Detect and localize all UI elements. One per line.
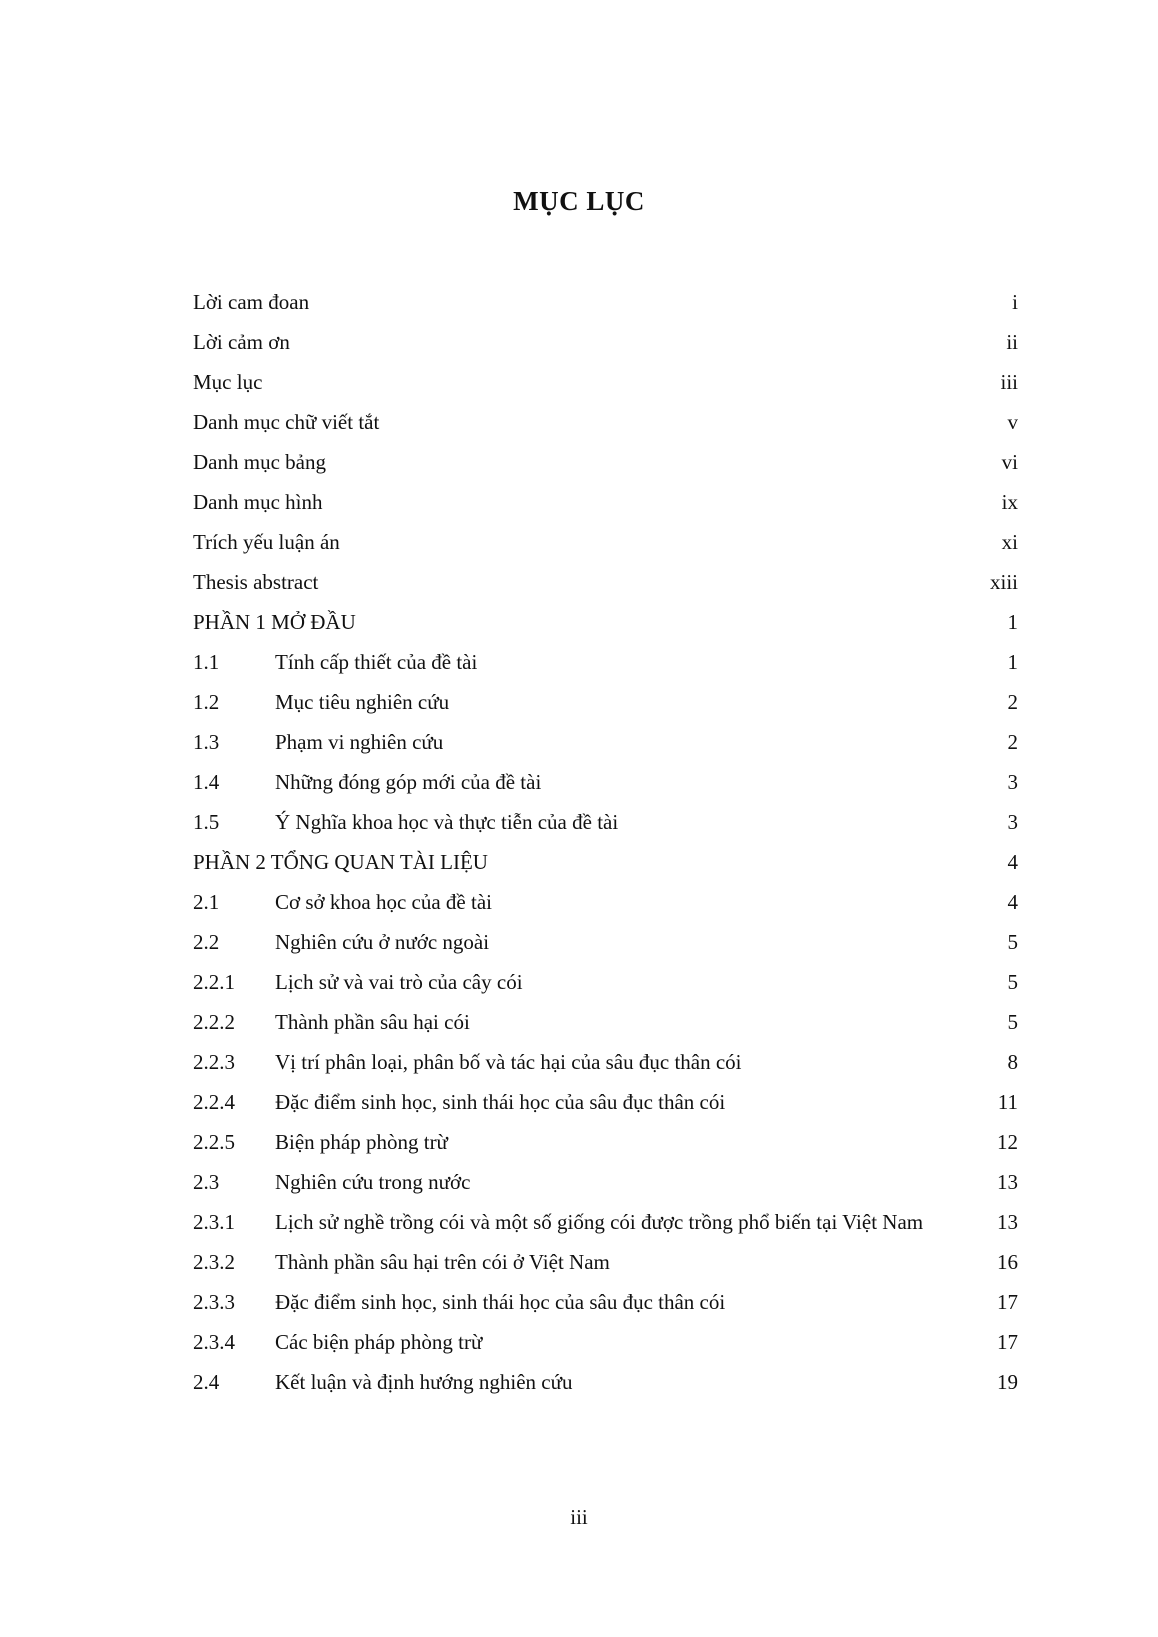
toc-entry-number: 2.2.4 — [193, 1090, 235, 1114]
toc-entry-page: 1 — [1007, 610, 1018, 634]
toc-entry[interactable] — [193, 568, 1018, 596]
toc-entry[interactable] — [193, 488, 1018, 516]
toc-entry-number: 2.2.2 — [193, 1010, 235, 1034]
toc-entry-page: 5 — [1007, 1010, 1018, 1034]
toc-entry-title: Ý Nghĩa khoa học và thực tiễn của đề tài — [275, 810, 619, 834]
toc-entry-title: Thesis abstract — [193, 570, 319, 594]
toc-entry-page: 5 — [1007, 970, 1018, 994]
toc-entry[interactable] — [193, 888, 1018, 916]
toc-entry[interactable] — [193, 1088, 1018, 1116]
toc-entry[interactable] — [193, 1168, 1018, 1196]
page-title: MỤC LỤC — [513, 186, 645, 216]
toc-entry-number: 1.4 — [193, 770, 220, 794]
toc-entry-number: 1.2 — [193, 690, 220, 714]
toc-entry-page: ix — [1001, 490, 1018, 514]
toc-entry-number: 2.2 — [193, 930, 220, 954]
toc-entry-title: Lời cam đoan — [193, 290, 310, 314]
page-number: iii — [570, 1505, 588, 1529]
toc-entry-number: 2.4 — [193, 1370, 220, 1394]
toc-entry-title: PHẦN 1 MỞ ĐẦU — [193, 610, 356, 634]
toc-entry-title: Thành phần sâu hại cói — [275, 1010, 470, 1034]
toc-section-heading[interactable] — [193, 848, 1018, 876]
toc-entry-page: xiii — [989, 570, 1018, 594]
toc-entry[interactable] — [193, 728, 1018, 756]
toc-entry-title: Mục tiêu nghiên cứu — [275, 690, 450, 714]
toc-entry-page: 12 — [997, 1130, 1018, 1154]
toc-entry-page: 4 — [1007, 850, 1018, 874]
toc-entry[interactable] — [193, 408, 1018, 436]
toc-entry-title: Mục lục — [193, 370, 263, 394]
toc-entry-title: Đặc điểm sinh học, sinh thái học của sâu đục thân cói — [275, 1290, 726, 1314]
toc-entry-page: 8 — [1007, 1050, 1018, 1074]
toc-entry-title: Phạm vi nghiên cứu — [275, 730, 444, 754]
toc-entry[interactable] — [193, 328, 1018, 356]
toc-entry-title: Nghiên cứu trong nước — [275, 1170, 471, 1194]
toc-entry-page: v — [1007, 410, 1018, 434]
toc-entry-page: 3 — [1007, 770, 1018, 794]
toc-entry-number: 2.3.4 — [193, 1330, 235, 1354]
toc-entry[interactable] — [193, 648, 1018, 676]
toc-entry-title: Lời cảm ơn — [193, 330, 290, 354]
toc-entry[interactable] — [193, 768, 1018, 796]
toc-entry[interactable] — [193, 1128, 1018, 1156]
toc-entry-page: 17 — [997, 1290, 1018, 1314]
toc-entry[interactable] — [193, 1208, 1018, 1236]
toc-entry-page: 5 — [1007, 930, 1018, 954]
toc-entry-title: Đặc điểm sinh học, sinh thái học của sâu đục thân cói — [275, 1090, 726, 1114]
toc-entry[interactable] — [193, 448, 1018, 476]
toc-entry-page: xi — [1001, 530, 1018, 554]
toc-entry-number: 2.1 — [193, 890, 220, 914]
toc-entry[interactable] — [193, 928, 1018, 956]
toc-entry-page: ii — [1006, 330, 1018, 354]
toc-entry-page: 16 — [997, 1250, 1018, 1274]
toc-entry-title: Biện pháp phòng trừ — [275, 1130, 448, 1154]
toc-entry[interactable] — [193, 528, 1018, 556]
toc-entry-title: Lịch sử và vai trò của cây cói — [275, 970, 523, 994]
toc-entry[interactable] — [193, 1368, 1018, 1396]
toc-entry-title: Lịch sử nghề trồng cói và một số giống cói được trồng phổ biến tại Việt Nam — [275, 1210, 924, 1234]
toc-entry-page: 3 — [1007, 810, 1018, 834]
toc-entry-title: Thành phần sâu hại trên cói ở Việt Nam — [275, 1250, 610, 1274]
toc-entry-title: PHẦN 2 TỔNG QUAN TÀI LIỆU — [193, 850, 488, 874]
toc-entry[interactable] — [193, 688, 1018, 716]
toc-entry-title: Danh mục hình — [193, 490, 323, 514]
toc-entry-number: 2.3 — [193, 1170, 220, 1194]
toc-entry-page: 19 — [997, 1370, 1018, 1394]
toc-entry-page: 2 — [1007, 690, 1018, 714]
toc-entry-title: Danh mục chữ viết tắt — [193, 410, 380, 434]
toc-entry[interactable] — [193, 1248, 1018, 1276]
toc-entry[interactable] — [193, 1288, 1018, 1316]
toc-entry-number: 1.5 — [193, 810, 220, 834]
toc-entry-page: i — [1012, 290, 1018, 314]
toc-entry-title: Cơ sở khoa học của đề tài — [275, 890, 492, 914]
toc-entry[interactable] — [193, 1008, 1018, 1036]
toc-entry-page: 4 — [1007, 890, 1018, 914]
toc-entry-page: 1 — [1007, 650, 1018, 674]
toc-entry-page: 2 — [1007, 730, 1018, 754]
toc-entry-number: 2.3.3 — [193, 1290, 235, 1314]
toc-entry[interactable] — [193, 368, 1018, 396]
toc-entry-number: 2.3.2 — [193, 1250, 235, 1274]
toc-entry-title: Tính cấp thiết của đề tài — [275, 650, 478, 674]
toc-entry-title: Nghiên cứu ở nước ngoài — [275, 930, 490, 954]
toc-entry[interactable] — [193, 288, 1018, 316]
toc-entry-number: 2.2.3 — [193, 1050, 235, 1074]
toc-entry[interactable] — [193, 968, 1018, 996]
toc-entry-page: vi — [1001, 450, 1018, 474]
toc-entry-number: 2.2.1 — [193, 970, 235, 994]
toc-entry-page: 11 — [997, 1090, 1018, 1114]
toc-entry-title: Vị trí phân loại, phân bố và tác hại của sâu đục thân cói — [275, 1050, 742, 1074]
toc-entry[interactable] — [193, 808, 1018, 836]
toc-entry-page: iii — [1000, 370, 1018, 394]
toc-entry-title: Các biện pháp phòng trừ — [275, 1330, 483, 1354]
toc-entry-title: Kết luận và định hướng nghiên cứu — [275, 1370, 573, 1394]
toc-entry-number: 1.1 — [193, 650, 220, 674]
toc-entry[interactable] — [193, 1048, 1018, 1076]
toc-section-heading[interactable] — [193, 608, 1018, 636]
toc-entry-title: Danh mục bảng — [193, 450, 326, 474]
toc-entry-title: Những đóng góp mới của đề tài — [275, 770, 542, 794]
toc-entry-number: 2.3.1 — [193, 1210, 235, 1234]
toc-entry-number: 1.3 — [193, 730, 220, 754]
toc-entry[interactable] — [193, 1328, 1018, 1356]
toc-entry-page: 17 — [997, 1330, 1018, 1354]
toc-entry-page: 13 — [997, 1210, 1018, 1234]
toc-entry-page: 13 — [997, 1170, 1018, 1194]
toc-entry-title: Trích yếu luận án — [193, 530, 340, 554]
toc-entry-number: 2.2.5 — [193, 1130, 235, 1154]
